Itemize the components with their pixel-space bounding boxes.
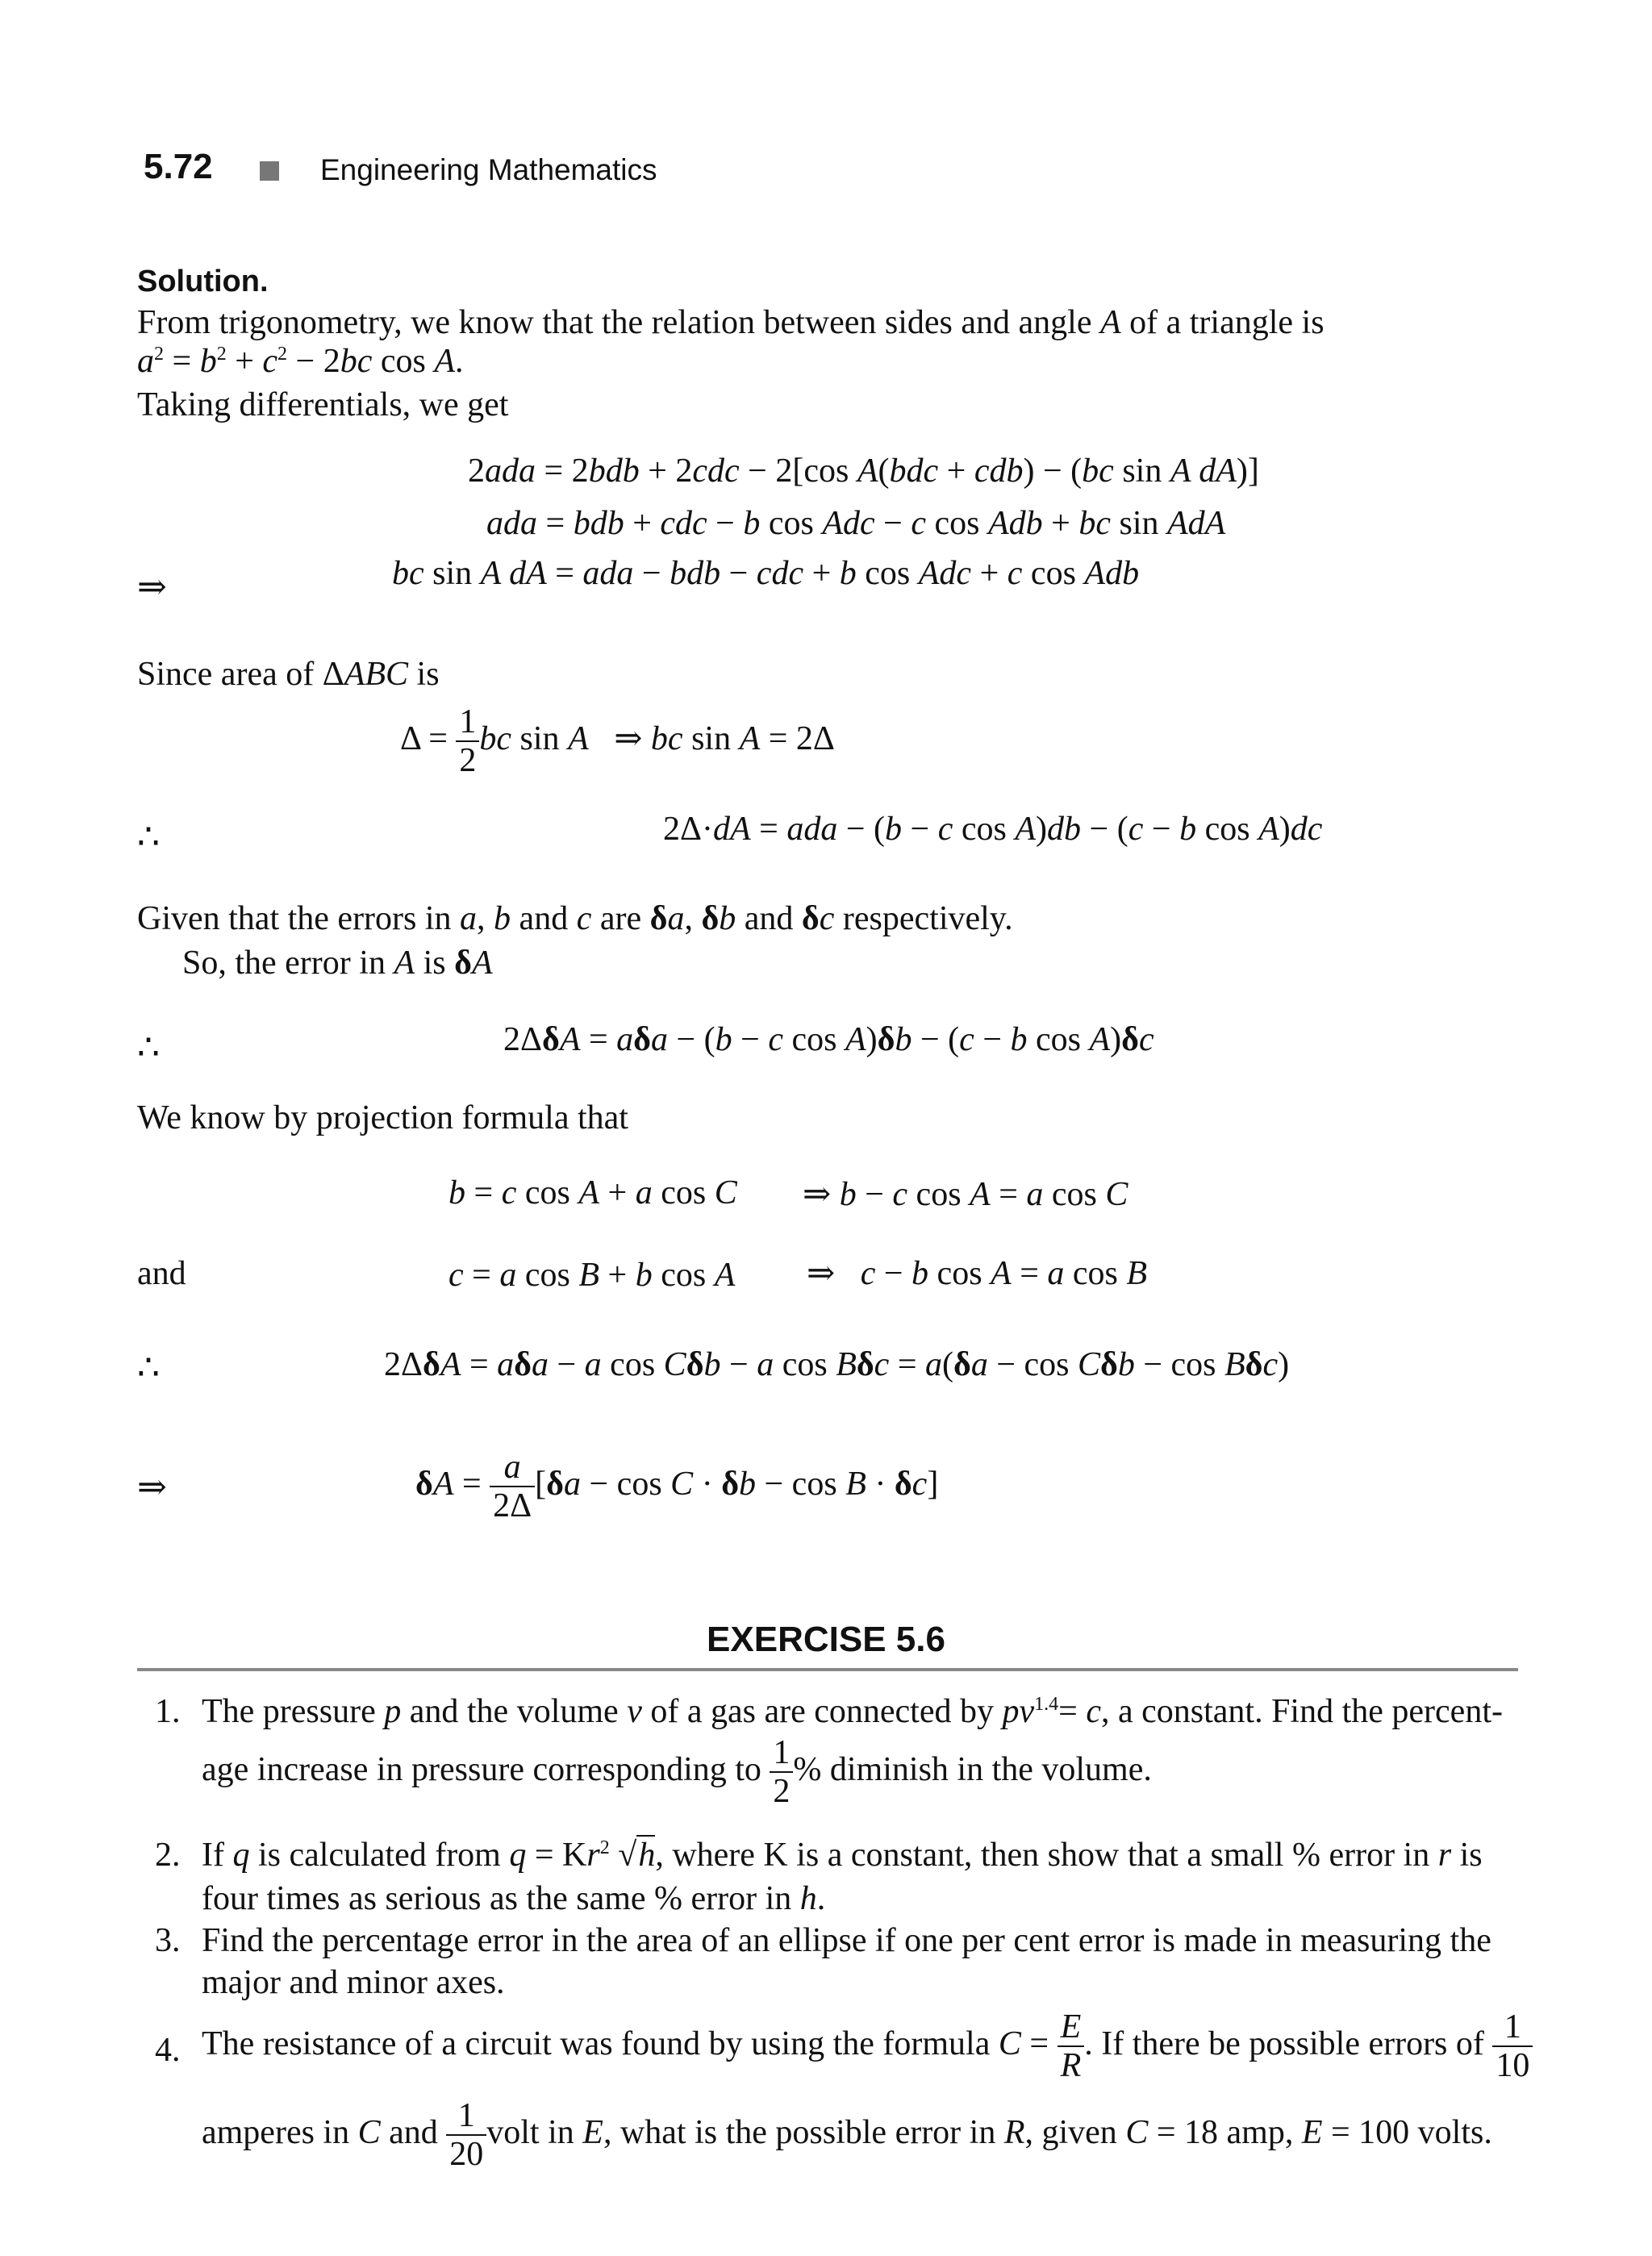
differentials-text: Taking differentials, we get xyxy=(137,386,509,423)
exercise-item-2-line-2: four times as serious as the same % error in h. xyxy=(202,1880,826,1917)
errors-text: Given that the errors in a, b and c are δa, δb and δc respectively. xyxy=(137,900,1013,937)
solution-heading: Solution. xyxy=(137,265,269,298)
header-square-icon xyxy=(260,161,279,181)
area-equation: Δ = $\frac{1}{2}$ bc sin A ⇒ bc sin A = 2Δ xyxy=(400,703,835,780)
exercise-item-3-number: 3. xyxy=(155,1922,181,1959)
equation-1: 2ada = 2bdb + 2cdc − 2[cos A(bdc + cdb) − (bc sin A dA)] xyxy=(468,452,1259,490)
exercise-item-2-line-1: If q is calculated from $q = Kr^2$ √h, where K is a constant, then show that a small % error in r is xyxy=(202,1837,1483,1874)
equation-2: ada = bdb + cdc − b cos Adc − c cos Adb + bc sin AdA xyxy=(486,505,1226,542)
exercise-item-4-line-1: The resistance of a circuit was found by using the formula C = $\frac{E}{R}$ . If there be possible errors of $\frac{1}{10}$ xyxy=(202,2008,1533,2084)
implies-symbol-2: ⇒ xyxy=(137,1467,167,1507)
exercise-item-1-line-1: The pressure p and the volume v of a gas are connected by $pv^{1.4}= c$, a constant. Find the percent- xyxy=(202,1693,1503,1730)
exercise-item-3-line-2: major and minor axes. xyxy=(202,1964,505,2001)
exercise-item-1-line-2: age increase in pressure corresponding to $\frac{1}{2}$ % diminish in the volume. xyxy=(202,1734,1152,1811)
therefore-symbol-3: ∴ xyxy=(137,1348,160,1387)
equation-3: bc sin A dA = ada − bdb − cdc + b cos Adc + c cos Adb xyxy=(392,555,1140,592)
therefore-symbol-2: ∴ xyxy=(137,1028,160,1067)
equation-7: δA = $\frac{a}{2\Delta}$ [δa − cos C · δb − cos B · δc] xyxy=(415,1449,939,1525)
projection-1-right: ⇒ b − c cos A = a cos C xyxy=(803,1176,1128,1213)
exercise-item-4-number: 4. xyxy=(155,2032,181,2069)
therefore-symbol-1: ∴ xyxy=(137,817,160,857)
page-number: 5.72 xyxy=(144,147,213,186)
projection-text: We know by projection formula that xyxy=(137,1099,628,1136)
exercise-divider xyxy=(137,1668,1518,1671)
exercise-item-3-line-1: Find the percentage error in the area of an ellipse if one per cent error is made in measuring the xyxy=(202,1922,1491,1959)
book-title: Engineering Mathematics xyxy=(320,153,657,186)
exercise-item-1-number: 1. xyxy=(155,1693,181,1730)
exercise-item-4-line-2: amperes in C and $\frac{1}{20}$ volt in E, what is the possible error in R, given C = 18 amp, E = 100 volts. xyxy=(202,2097,1492,2174)
projection-2-left: c = a cos B + b cos A xyxy=(448,1257,736,1294)
error-in-A-text: So, the error in A is δA xyxy=(182,945,493,982)
area-text: Since area of ΔABC is xyxy=(137,656,440,693)
intro-paragraph: From trigonometry, we know that the relation between sides and angle A of a triangle is xyxy=(137,304,1325,341)
exercise-title: EXERCISE 5.6 xyxy=(707,1620,945,1659)
projection-2-right: ⇒ c − b cos A = a cos B xyxy=(807,1255,1148,1292)
equation-5: 2ΔδA = aδa − (b − c cos A)δb − (c − b cos A)δc xyxy=(503,1021,1154,1058)
implies-symbol-1: ⇒ xyxy=(137,567,167,607)
cosine-rule: $a^2 = b^2 + c^2 - 2bc$ cos A. xyxy=(137,343,464,380)
equation-4: 2Δ·dA = ada − (b − c cos A)db − (c − b cos A)dc xyxy=(663,811,1323,848)
equation-6: 2ΔδA = aδa − a cos Cδb − a cos Bδc = a(δa − cos Cδb − cos Bδc) xyxy=(384,1346,1290,1383)
and-label: and xyxy=(137,1255,186,1292)
exercise-item-2-number: 2. xyxy=(155,1837,181,1874)
projection-1-left: b = c cos A + a cos C xyxy=(448,1174,737,1211)
